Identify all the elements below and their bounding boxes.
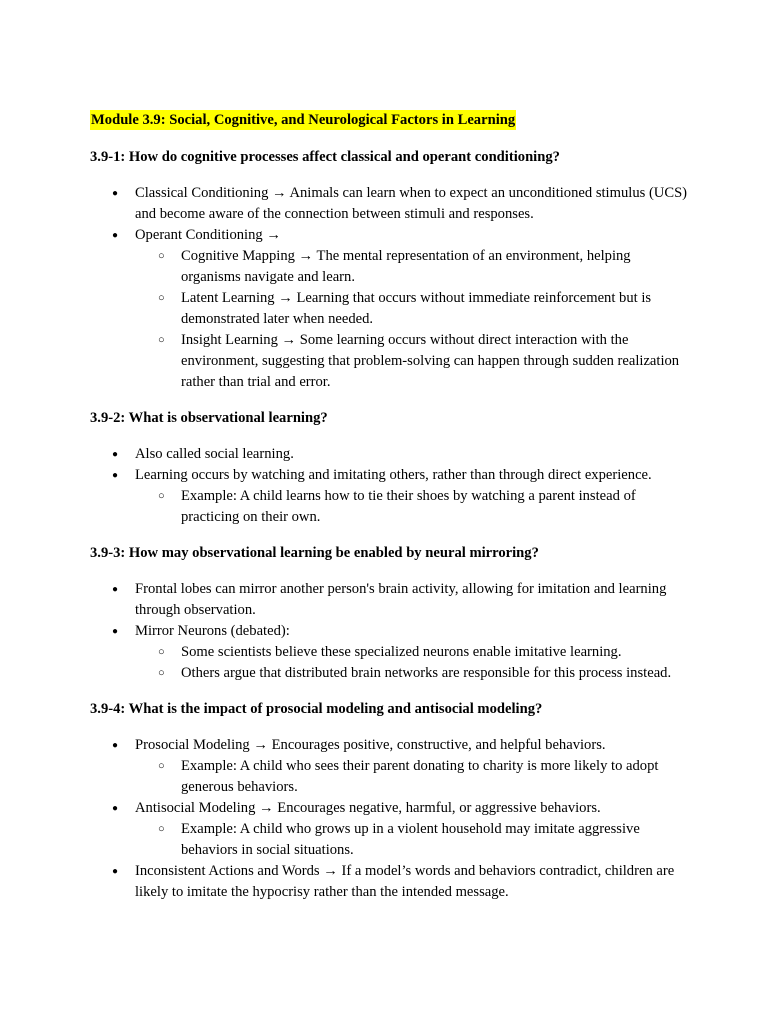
section-3-9-1 bbox=[90, 147, 690, 393]
list-item bbox=[90, 735, 690, 798]
list-item-text: Antisocial Modeling → Encourages negative, harmful, or aggressive behaviors. bbox=[135, 800, 601, 816]
sub-list-item: ○ Some scientists believe these specialized neurons enable imitative learning. bbox=[135, 642, 690, 663]
sub-list-item: ○ Example: A child who sees their parent donating to charity is more likely to adopt generous behaviors. bbox=[135, 756, 690, 798]
sub-list-item: ○ Example: A child who grows up in a violent household may imitate aggressive behaviors in social situations. bbox=[135, 819, 690, 861]
list-item bbox=[90, 861, 690, 903]
sub-list-item: ○ Insight Learning → Some learning occurs without direct interaction with the environment, suggesting that problem-solving can happen through sudden realization rather than trial and error. bbox=[135, 330, 690, 393]
sub-list-item: ○ Example: A child learns how to tie their shoes by watching a parent instead of practicing on their own. bbox=[135, 486, 690, 528]
module-title: Module 3.9: Social, Cognitive, and Neurological Factors in Learning bbox=[91, 112, 516, 128]
list-item bbox=[90, 798, 690, 861]
list-item bbox=[90, 621, 690, 684]
section-question: 3.9-1: How do cognitive processes affect classical and operant conditioning? bbox=[90, 149, 560, 165]
list-item-text: Prosocial Modeling → Encourages positive, constructive, and helpful behaviors. bbox=[135, 737, 606, 753]
list-item-text: Operant Conditioning → bbox=[135, 227, 281, 243]
sub-bullet-list bbox=[135, 246, 690, 393]
bullet-list bbox=[90, 735, 690, 903]
sub-bullet-list bbox=[135, 642, 690, 684]
bullet-list bbox=[90, 444, 690, 528]
bullet-list bbox=[90, 579, 690, 684]
list-item bbox=[90, 183, 690, 225]
sub-list-item: ○ Cognitive Mapping → The mental representation of an environment, helping organisms navigate and learn. bbox=[135, 246, 690, 288]
sub-list-item: ○ Others argue that distributed brain networks are responsible for this process instead. bbox=[135, 663, 690, 684]
list-item-text: Frontal lobes can mirror another person's brain activity, allowing for imitation and learning through observation. bbox=[135, 581, 667, 618]
section-3-9-4 bbox=[90, 699, 690, 903]
list-item bbox=[90, 225, 690, 393]
section-3-9-3 bbox=[90, 543, 690, 684]
sub-bullet-list bbox=[135, 756, 690, 798]
list-item-text: Also called social learning. bbox=[135, 446, 294, 462]
list-item-text: Classical Conditioning → Animals can learn when to expect an unconditioned stimulus (UCS) and become aware of the connection between stimuli and responses. bbox=[135, 185, 688, 222]
list-item bbox=[90, 465, 690, 528]
section-question: 3.9-4: What is the impact of prosocial modeling and antisocial modeling? bbox=[90, 701, 543, 717]
bullet-list bbox=[90, 183, 690, 393]
sub-bullet-list bbox=[135, 486, 690, 528]
section-3-9-2 bbox=[90, 408, 690, 528]
list-item bbox=[90, 579, 690, 621]
list-item-text: Learning occurs by watching and imitating others, rather than through direct experience. bbox=[135, 467, 652, 483]
document-body bbox=[90, 110, 690, 903]
list-item bbox=[90, 444, 690, 465]
section-question: 3.9-3: How may observational learning be enabled by neural mirroring? bbox=[90, 545, 539, 561]
sub-bullet-list bbox=[135, 819, 690, 861]
section-question: 3.9-2: What is observational learning? bbox=[90, 410, 328, 426]
sub-list-item: ○ Latent Learning → Learning that occurs without immediate reinforcement but is demonstrated later when needed. bbox=[135, 288, 690, 330]
list-item-text: Inconsistent Actions and Words → If a model’s words and behaviors contradict, children are likely to imitate the hypocrisy rather than the intended message. bbox=[135, 863, 675, 900]
list-item-text: Mirror Neurons (debated): bbox=[135, 623, 290, 639]
